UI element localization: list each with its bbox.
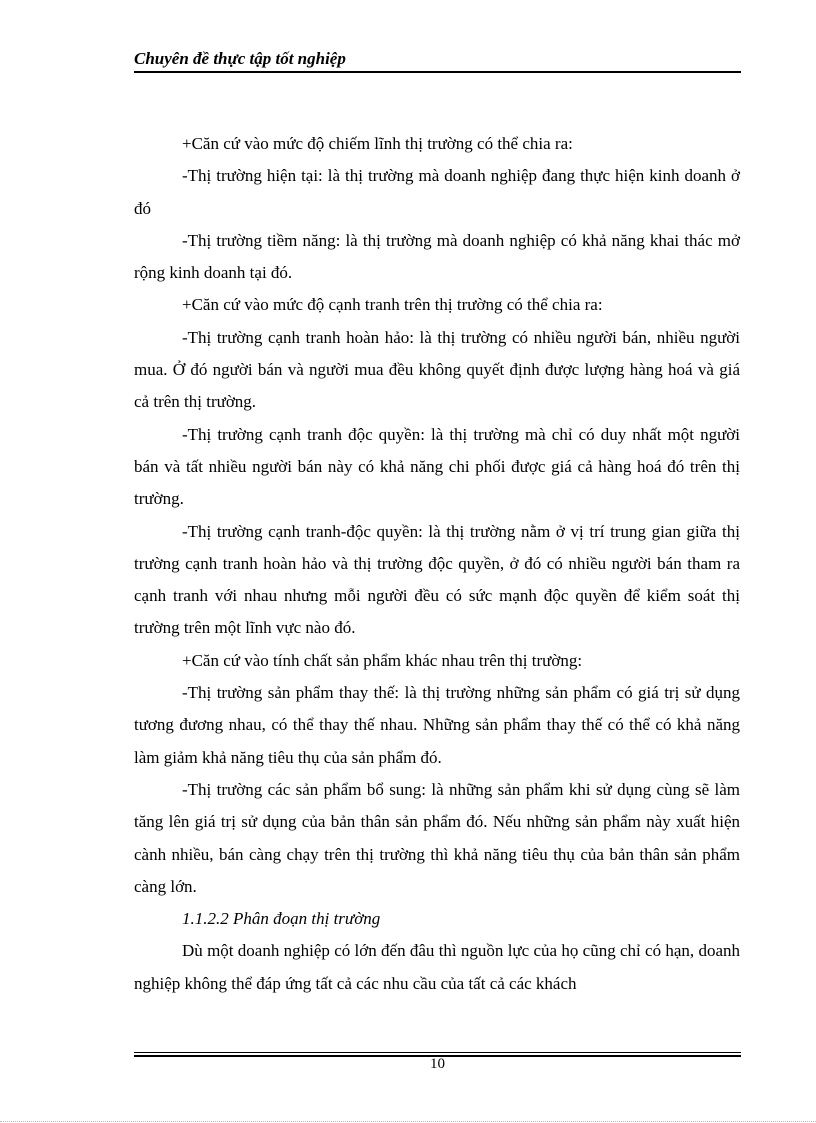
paragraph: +Căn cứ vào tính chất sản phẩm khác nhau trên thị trường: xyxy=(182,650,583,670)
paragraph: -Thị trường hiện tại: là thị trường mà doanh nghiệp đang thực hiện kinh doanh ở đó xyxy=(134,166,740,218)
paragraph: -Thị trường cạnh tranh độc quyền: là thị trường mà chỉ có duy nhất một người bán và tất nhiều người bán này có khả năng chi phối được giá cả hàng hoá đó trên thị trường. xyxy=(134,424,740,509)
page-number: 10 xyxy=(430,1056,445,1072)
page-bottom-edge xyxy=(0,1121,816,1122)
paragraph: +Căn cứ vào mức độ cạnh tranh trên thị trường có thể chia ra: xyxy=(182,295,603,315)
footer-rule-thin xyxy=(134,1052,741,1053)
paragraph: -Thị trường cạnh tranh-độc quyền: là thị trường nằm ở vị trí trung gian giữa thị trường cạnh tranh hoàn hảo và thị trường độc quyền, ở đó có nhiều người bán tham ra cạnh tranh với nhau nhưng mỗi người đều có sức mạnh độc quyền để kiểm soát thị trường trên một lĩnh vực nào đó. xyxy=(134,521,740,638)
body-text xyxy=(134,128,740,1000)
paragraph: -Thị trường cạnh tranh hoàn hảo: là thị trường có nhiều người bán, nhiều người mua. Ở đó người bán và người mua đều không quyết định được lượng hàng hoá và giá cả trên thị trường. xyxy=(134,327,740,412)
paragraph: +Căn cứ vào mức độ chiếm lĩnh thị trường có thể chia ra: xyxy=(182,134,573,153)
paragraph: Dù một doanh nghiệp có lớn đến đâu thì nguồn lực của họ cũng chỉ có hạn, doanh nghiệp không thể đáp ứng tất cả các nhu cầu của tất cả các khách xyxy=(134,941,740,993)
section-heading: 1.1.2.2 Phân đoạn thị trường xyxy=(182,909,381,929)
page-header-title: Chuyên đề thực tập tốt nghiệp xyxy=(134,49,346,68)
paragraph: -Thị trường tiềm năng: là thị trường mà doanh nghiệp có khả năng khai thác mở rộng kinh doanh tại đó. xyxy=(134,230,740,283)
paragraph: -Thị trường sản phẩm thay thế: là thị trường những sản phẩm có giá trị sử dụng tương đương nhau, có thể thay thế nhau. Những sản phẩm thay thế có thể có khả năng làm giảm khả năng tiêu thụ của sản phẩm đó. xyxy=(134,683,740,767)
header-rule xyxy=(134,71,741,73)
paragraph: -Thị trường các sản phẩm bổ sung: là những sản phẩm khi sử dụng cùng sẽ làm tăng lên giá trị sử dụng của bản thân sản phẩm đó. Nếu những sản phẩm này xuất hiện cành nhiều, bán càng chạy trên thị trường thì khả năng tiêu thụ của bản thân sản phẩm càng lớn. xyxy=(134,779,740,896)
